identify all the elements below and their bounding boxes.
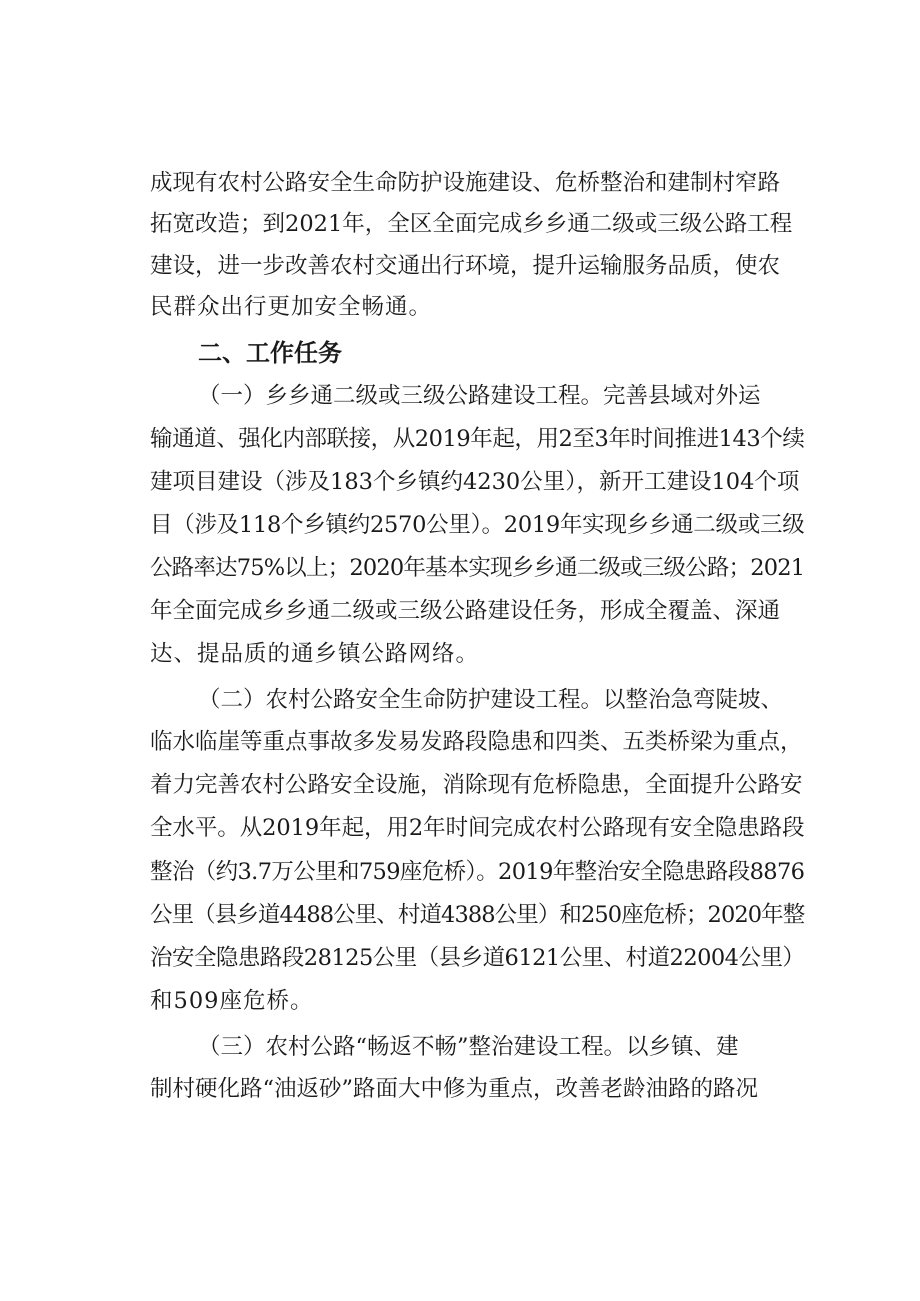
paragraph-line: 制村硬化路“油返砂”路面大中修为重点，改善老龄油路的路况: [150, 1076, 759, 1102]
paragraph-line: 建设，进一步改善农村交通出行环境，提升运输服务品质，使农: [150, 253, 781, 279]
paragraph-line: 整治（约3.7万公里和759座危桥）。2019年整治安全隐患路段8876: [150, 859, 805, 885]
paragraph-line: （一）乡乡通二级或三级公路建设工程。完善县域对外运: [198, 383, 761, 409]
paragraph-line: 公路率达75%以上；2020年基本实现乡乡通二级或三级公路；2021: [150, 555, 805, 581]
paragraph-line: 年全面完成乡乡通二级或三级公路建设任务，形成全覆盖、深通: [150, 598, 781, 624]
paragraph-line: （三）农村公路“畅返不畅”整治建设工程。以乡镇、建: [198, 1034, 739, 1060]
paragraph-line: 达、提品质的通乡镇公路网络。: [150, 641, 480, 667]
paragraph-line: 着力完善农村公路安全设施，消除现有危桥隐患，全面提升公路安: [150, 772, 803, 798]
paragraph-line: 目（涉及118个乡镇约2570公里）。2019年实现乡乡通二级或三级: [150, 512, 805, 538]
paragraph-line: 治安全隐患路段28125公里（县乡道6121公里、村道22004公里）: [150, 945, 805, 971]
paragraph-line: 拓宽改造；到2021年，全区全面完成乡乡通二级或三级公路工程: [150, 211, 793, 237]
paragraph-line: 和509座危桥。: [150, 988, 314, 1014]
paragraph-line: 公里（县乡道4488公里、村道4388公里）和250座危桥；2020年整: [150, 902, 805, 928]
paragraph-line: （二）农村公路安全生命防护建设工程。以整治急弯陡坡、: [198, 687, 784, 713]
paragraph-line: 民群众出行更加安全畅通。: [150, 294, 433, 320]
paragraph-line: 临水临崖等重点事故多发易发路段隐患和四类、五类桥梁为重点，: [150, 729, 803, 755]
paragraph-line: 输通道、强化内部联接，从2019年起，用2至3年时间推进143个续: [150, 426, 805, 452]
paragraph-line: 建项目建设（涉及183个乡镇约4230公里），新开工建设104个项: [150, 469, 800, 495]
paragraph-line: 全水平。从2019年起，用2年时间完成农村公路现有安全隐患路段: [150, 815, 805, 841]
section-heading: 二、工作任务: [198, 339, 342, 367]
paragraph-line: 成现有农村公路安全生命防护设施建设、危桥整治和建制村窄路: [150, 170, 781, 196]
